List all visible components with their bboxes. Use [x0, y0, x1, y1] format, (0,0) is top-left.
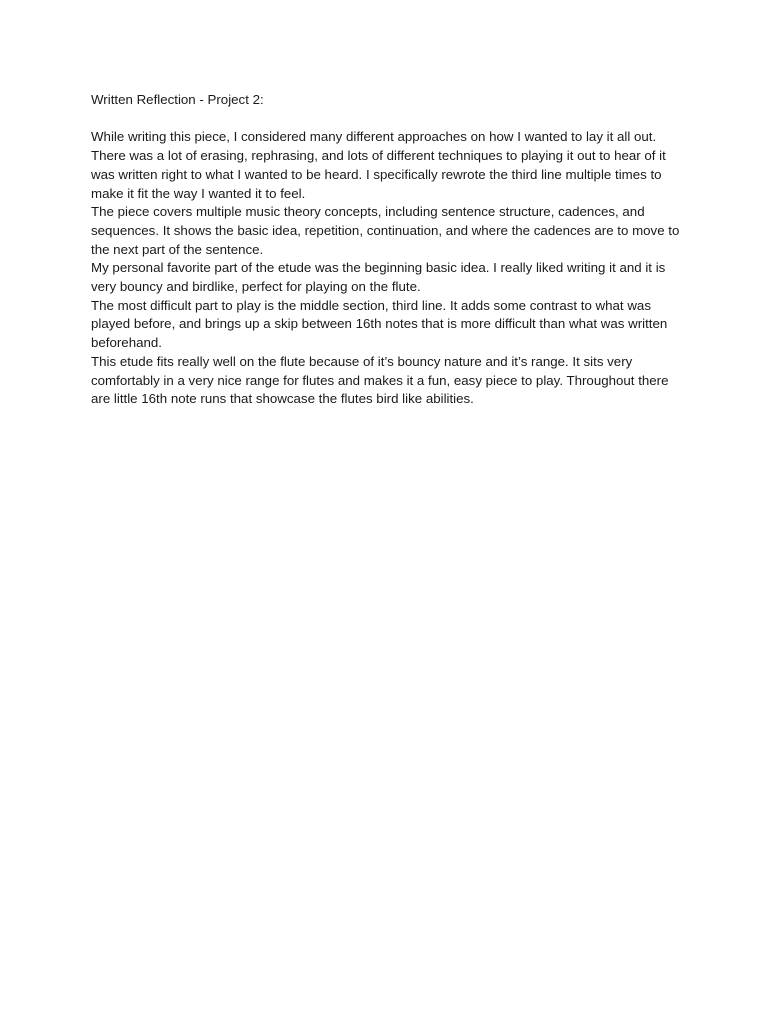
paragraph-favorite-part: My personal favorite part of the etude was the beginning basic idea. I really liked writing it and it is very bouncy and birdlike, perfect for playing on the flute. [91, 260, 666, 295]
paragraph-approach: While writing this piece, I considered many different approaches on how I wanted to lay it all out. There was a lot of erasing, rephrasing, and lots of different techniques to playing it out to hear of it was written right to what I wanted to be heard. I specifically rewrote the third line multiple times to make it fit the way I wanted it to feel. [91, 129, 666, 201]
paragraph-theory-concepts: The piece covers multiple music theory concepts, including sentence structure, cadences, and sequences. It shows the basic idea, repetition, continuation, and where the cadences are to move to the next part of the sentence. [91, 204, 680, 257]
paragraph-flute-fit: This etude fits really well on the flute because of it’s bouncy nature and it’s range. It sits very comfortably in a very nice range for flutes and makes it a fun, easy piece to play. Throughout there are little 16th note runs that showcase the flutes bird like abilities. [91, 353, 669, 407]
document-body [91, 91, 691, 409]
document-title: Written Reflection - Project 2: [91, 92, 264, 107]
paragraph-difficult-part: The most difficult part to play is the middle section, third line. It adds some contrast to what was played before, and brings up a skip between 16th notes that is more difficult than what was written beforehand. [91, 297, 668, 351]
